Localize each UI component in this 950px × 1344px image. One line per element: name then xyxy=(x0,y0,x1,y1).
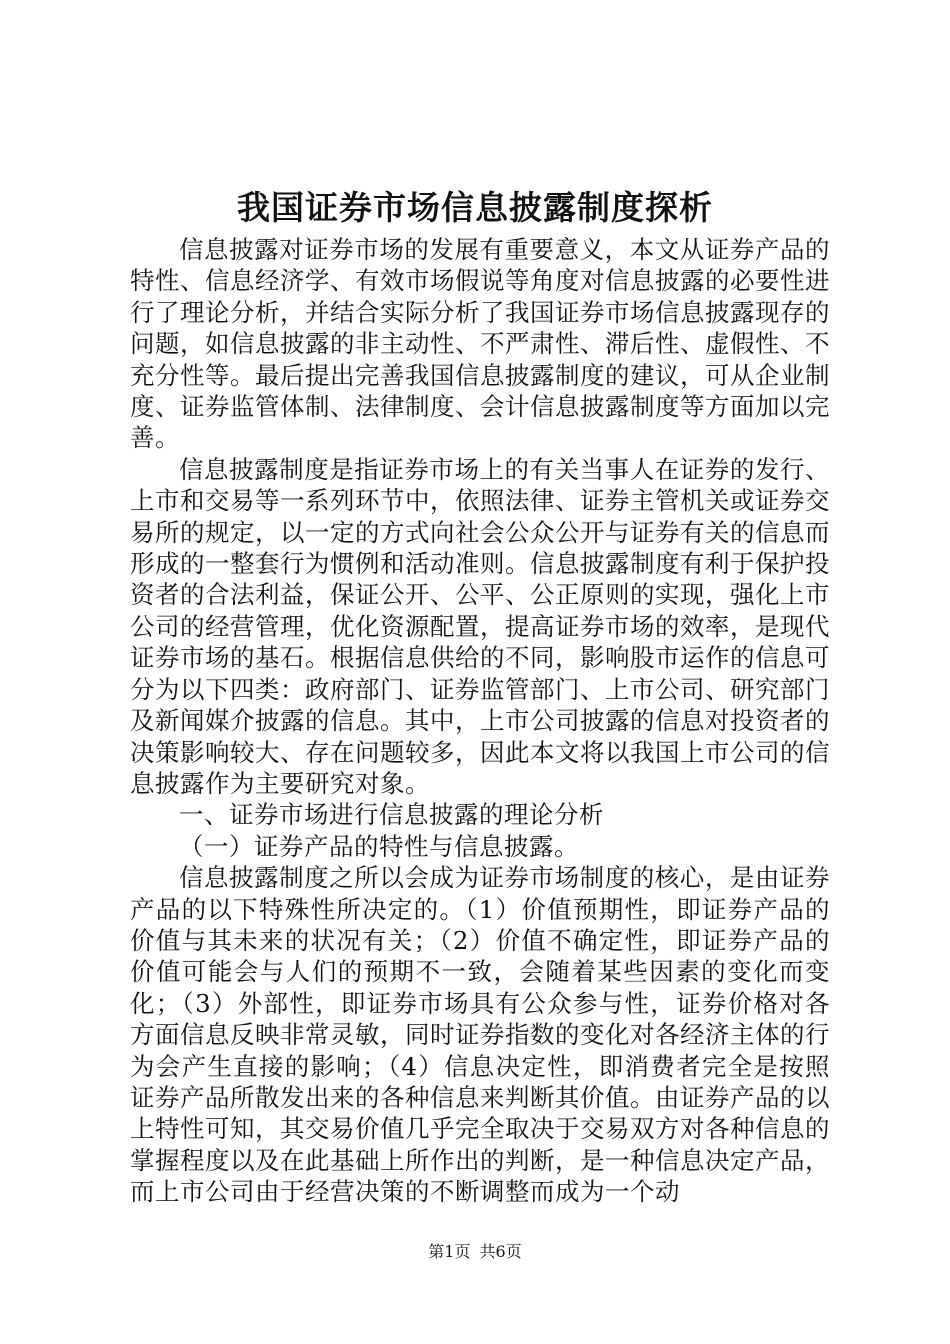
paragraph-definition: 信息披露制度是指证券市场上的有关当事人在证券的发行、上市和交易等一系列环节中，依照法律、证券主管机关或证券交易所的规定，以一定的方式向社会公众公开与证券有关的信息而形成的一整套行为惯例和活动准则。信息披露制度有利于保护投资者的合法利益，保证公开、公平、公正原则的实现，强化上市公司的经营管理，优化资源配置，提高证券市场的效率，是现代证券市场的基石。根据信息供给的不同，影响股市运作的信息可分为以下四类：政府部门、证券监管部门、上市公司、研究部门及新闻媒介披露的信息。其中，上市公司披露的信息对投资者的决策影响较大、存在问题较多，因此本文将以我国上市公司的信息披露作为主要研究对象。 xyxy=(130,454,830,798)
page-footer: 第1页 共6页 xyxy=(428,1242,522,1261)
paragraph-abstract: 信息披露对证券市场的发展有重要意义，本文从证券产品的特性、信息经济学、有效市场假说等角度对信息披露的必要性进行了理论分析，并结合实际分析了我国证券市场信息披露现存的问题，如信息披露的非主动性、不严肃性、滞后性、虚假性、不充分性等。最后提出完善我国信息披露制度的建议，可从企业制度、证券监管体制、法律制度、会计信息披露制度等方面加以完善。 xyxy=(130,235,830,453)
document-body xyxy=(130,234,830,1208)
section-heading: 一、证券市场进行信息披露的理论分析 xyxy=(179,800,604,830)
paragraph-product-features: 信息披露制度之所以会成为证券市场制度的核心，是由证券产品的以下特殊性所决定的。（1）价值预期性，即证券产品的价值与其未来的状况有关；（2）价值不确定性，即证券产品的价值可能会与人们的预期不一致，会随着某些因素的变化而变化；（3）外部性，即证券市场具有公众参与性，证券价格对各方面信息反映非常灵敏，同时证券指数的变化对各经济主体的行为会产生直接的影响；（4）信息决定性，即消费者完全是按照证券产品所散发出来的各种信息来判断其价值。由证券产品的以上特性可知，其交易价值几乎完全取决于交易双方对各种信息的掌握程度以及在此基础上所作出的判断，是一种信息决定产品，而上市公司由于经营决策的不断调整而成为一个动 xyxy=(130,863,830,1207)
document-title: 我国证券市场信息披露制度探析 xyxy=(237,188,713,227)
subsection-heading: （一）证券产品的特性与信息披露。 xyxy=(179,831,579,861)
